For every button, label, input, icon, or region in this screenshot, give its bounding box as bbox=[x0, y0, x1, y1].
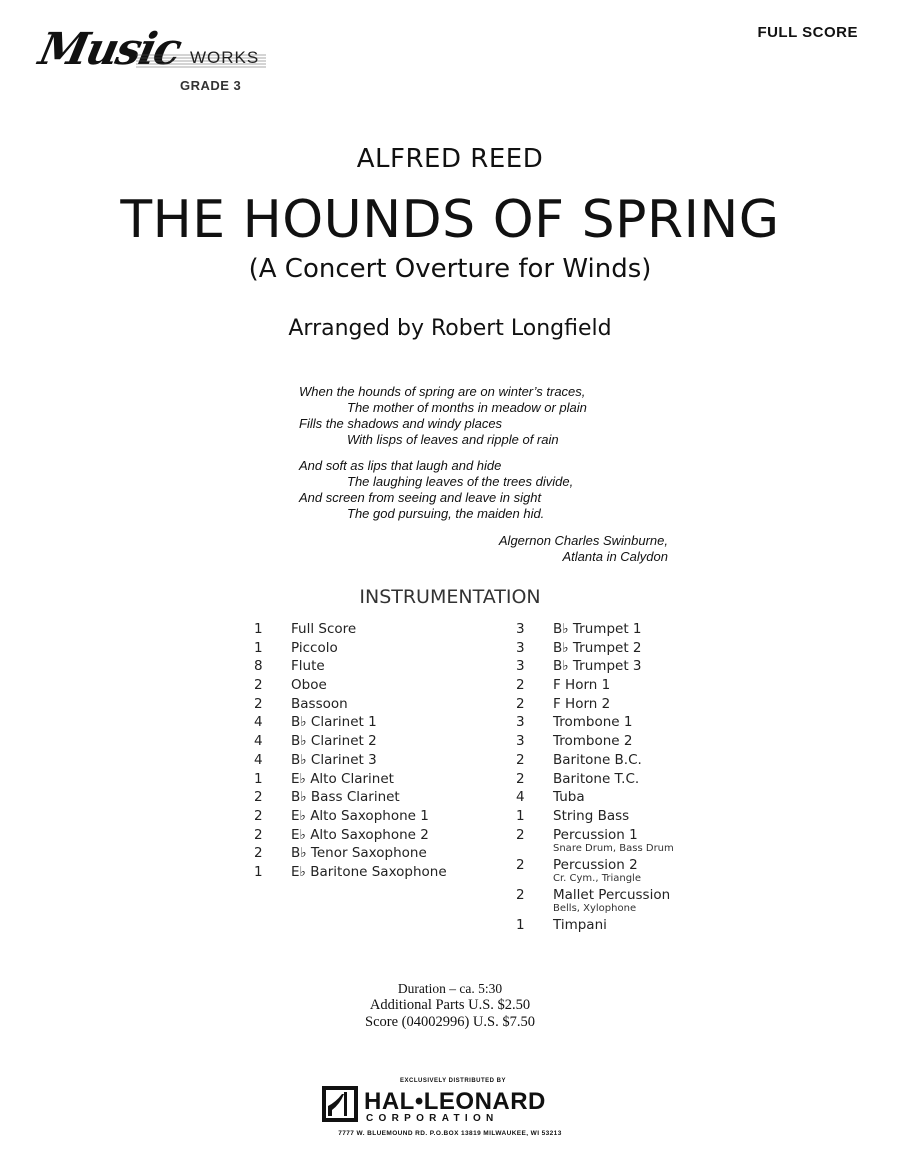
poem-line: When the hounds of spring are on winter’s traces, bbox=[299, 384, 586, 399]
hal-leonard-logo bbox=[322, 1086, 582, 1136]
publisher-corporation: CORPORATION bbox=[366, 1113, 499, 1124]
instrument-row bbox=[516, 789, 776, 808]
instrument-row bbox=[516, 677, 776, 696]
instrument-row bbox=[254, 658, 494, 677]
instrument-name: Percussion 1 bbox=[553, 826, 638, 843]
poem-line: And screen from seeing and leave in sight bbox=[299, 490, 542, 505]
epigraph-poem bbox=[299, 384, 719, 532]
instrument-name: Percussion 2 bbox=[553, 856, 638, 873]
instrument-quantity: 1 bbox=[516, 916, 525, 933]
instrument-quantity: 2 bbox=[254, 789, 263, 806]
instrument-row bbox=[516, 917, 776, 936]
instrument-row bbox=[254, 864, 494, 883]
instrument-quantity: 2 bbox=[516, 886, 525, 903]
instrument-name-cell bbox=[291, 845, 494, 864]
instrument-name: E♭ Alto Saxophone 1 bbox=[291, 807, 429, 824]
poem-line: The mother of months in meadow or plain bbox=[347, 400, 587, 415]
poem-attribution bbox=[480, 533, 668, 565]
poem-line: And soft as lips that laugh and hide bbox=[299, 458, 502, 473]
instrument-quantity: 2 bbox=[516, 751, 525, 768]
instrument-name-cell bbox=[291, 640, 494, 659]
instrument-row bbox=[516, 733, 776, 752]
instrument-quantity: 1 bbox=[254, 770, 263, 787]
attribution-author: Algernon Charles Swinburne, bbox=[498, 533, 668, 548]
instrument-name-cell bbox=[553, 887, 776, 917]
instrument-row bbox=[516, 621, 776, 640]
instrument-quantity: 3 bbox=[516, 714, 525, 731]
instrument-quantity: 3 bbox=[516, 733, 525, 750]
instrument-note: Bells, Xylophone bbox=[553, 902, 637, 914]
instrument-name-cell bbox=[553, 621, 776, 640]
poem-line: The laughing leaves of the trees divide, bbox=[347, 474, 574, 489]
instrument-quantity: 4 bbox=[516, 789, 525, 806]
instrument-name: Mallet Percussion bbox=[553, 886, 671, 903]
instrument-name: B♭ Clarinet 1 bbox=[291, 714, 377, 731]
instrument-quantity: 1 bbox=[254, 863, 263, 880]
instrument-quantity: 2 bbox=[254, 677, 263, 694]
instrument-row bbox=[516, 827, 776, 857]
instrument-row bbox=[254, 827, 494, 846]
instrument-name: Piccolo bbox=[291, 639, 338, 656]
instrument-quantity: 2 bbox=[254, 845, 263, 862]
instrument-row bbox=[254, 621, 494, 640]
instrument-quantity: 2 bbox=[516, 826, 525, 843]
instrument-row bbox=[516, 658, 776, 677]
instrument-name: Bassoon bbox=[291, 695, 348, 712]
score-type-label: FULL SCORE bbox=[757, 24, 858, 41]
instrument-name-cell bbox=[553, 789, 776, 808]
additional-parts-price: Additional Parts U.S. $2.50 bbox=[369, 997, 531, 1013]
instrument-name-cell bbox=[291, 621, 494, 640]
instrument-quantity: 2 bbox=[516, 856, 525, 873]
instrument-name: B♭ Trumpet 2 bbox=[553, 639, 642, 656]
attribution-work: Atlanta in Calydon bbox=[562, 549, 668, 564]
instrument-name: Flute bbox=[291, 658, 325, 675]
instrument-quantity: 2 bbox=[254, 807, 263, 824]
instrument-name-cell bbox=[291, 677, 494, 696]
instrument-name-cell bbox=[291, 696, 494, 715]
arranger-credit: Arranged by Robert Longfield bbox=[288, 316, 612, 341]
musicworks-logo bbox=[34, 24, 280, 104]
publisher-address: 7777 W. BLUEMOUND RD. P.O.BOX 13819 MILWAUKEE, WI 53213 bbox=[338, 1130, 562, 1137]
instrument-quantity: 3 bbox=[516, 639, 525, 656]
pricing-info bbox=[0, 980, 900, 1031]
instrument-name-cell bbox=[291, 789, 494, 808]
instrument-quantity: 4 bbox=[254, 714, 263, 731]
logo-works-text: WORKS bbox=[190, 48, 260, 67]
instrument-row bbox=[254, 733, 494, 752]
instrument-name: B♭ Bass Clarinet bbox=[291, 789, 400, 806]
instrument-name: E♭ Baritone Saxophone bbox=[291, 863, 447, 880]
instrument-row bbox=[254, 845, 494, 864]
instrument-name-cell bbox=[291, 714, 494, 733]
instrument-name: B♭ Tenor Saxophone bbox=[291, 845, 427, 862]
poem-line: Fills the shadows and windy places bbox=[299, 416, 503, 431]
piece-title: THE HOUNDS OF SPRING bbox=[120, 190, 780, 250]
instrument-row bbox=[516, 771, 776, 790]
instrument-name-cell bbox=[291, 771, 494, 790]
instrument-name-cell bbox=[553, 827, 776, 857]
instrument-row bbox=[516, 752, 776, 771]
instrument-name: Baritone B.C. bbox=[553, 751, 642, 768]
distributed-by-label: EXCLUSIVELY DISTRIBUTED BY bbox=[400, 1078, 507, 1084]
instrument-quantity: 2 bbox=[254, 695, 263, 712]
instrument-row bbox=[516, 640, 776, 659]
instrument-name-cell bbox=[553, 640, 776, 659]
instrument-name-cell bbox=[553, 696, 776, 715]
instrument-note: Cr. Cym., Triangle bbox=[553, 872, 641, 884]
instrument-row bbox=[254, 677, 494, 696]
instrument-row bbox=[516, 808, 776, 827]
instrument-row bbox=[516, 857, 776, 887]
instrument-name-cell bbox=[291, 808, 494, 827]
instrument-name: E♭ Alto Clarinet bbox=[291, 770, 394, 787]
instrument-name-cell bbox=[553, 752, 776, 771]
instrument-name-cell bbox=[553, 733, 776, 752]
instrument-row bbox=[516, 714, 776, 733]
instrument-quantity: 2 bbox=[516, 695, 525, 712]
instrument-quantity: 1 bbox=[254, 639, 263, 656]
instrument-name-cell bbox=[553, 808, 776, 827]
instrument-quantity: 2 bbox=[254, 826, 263, 843]
instrument-name-cell bbox=[553, 677, 776, 696]
poem-line: The god pursuing, the maiden hid. bbox=[347, 506, 545, 521]
publisher-name: HAL•LEONARD bbox=[364, 1088, 546, 1115]
instrument-name: B♭ Clarinet 3 bbox=[291, 751, 377, 768]
instrument-name: String Bass bbox=[553, 807, 630, 824]
instrumentation-list-left bbox=[254, 621, 494, 883]
instrument-name: Trombone 1 bbox=[553, 714, 633, 731]
instrument-quantity: 3 bbox=[516, 621, 525, 637]
instrumentation-list-right bbox=[516, 621, 776, 935]
poem-stanza-1 bbox=[299, 384, 719, 448]
instrument-name: Oboe bbox=[291, 677, 327, 694]
instrument-quantity: 4 bbox=[254, 751, 263, 768]
instrument-row bbox=[254, 640, 494, 659]
instrument-name: B♭ Clarinet 2 bbox=[291, 733, 377, 750]
instrument-name: B♭ Trumpet 3 bbox=[553, 658, 642, 675]
instrument-name-cell bbox=[291, 752, 494, 771]
instrument-row bbox=[254, 696, 494, 715]
instrument-name-cell bbox=[553, 917, 776, 936]
instrument-quantity: 3 bbox=[516, 658, 525, 675]
instrument-name: Baritone T.C. bbox=[553, 770, 640, 787]
composer-name: ALFRED REED bbox=[356, 144, 544, 174]
instrument-row bbox=[516, 887, 776, 917]
instrument-row bbox=[254, 714, 494, 733]
instrument-name: B♭ Trumpet 1 bbox=[553, 621, 642, 637]
piece-subtitle: (A Concert Overture for Winds) bbox=[248, 254, 652, 284]
instrument-name: E♭ Alto Saxophone 2 bbox=[291, 826, 429, 843]
instrument-note: Snare Drum, Bass Drum bbox=[553, 842, 674, 854]
instrument-quantity: 1 bbox=[254, 621, 263, 637]
instrument-quantity: 1 bbox=[516, 807, 525, 824]
instrument-name: Trombone 2 bbox=[553, 733, 633, 750]
instrument-name-cell bbox=[291, 864, 494, 883]
instrument-quantity: 2 bbox=[516, 677, 525, 694]
duration-text: Duration – ca. 5:30 bbox=[397, 981, 503, 996]
instrument-name-cell bbox=[553, 658, 776, 677]
instrument-quantity: 2 bbox=[516, 770, 525, 787]
score-price: Score (04002996) U.S. $7.50 bbox=[365, 1014, 535, 1030]
instrument-name: F Horn 2 bbox=[553, 695, 611, 712]
instrument-name-cell bbox=[553, 714, 776, 733]
instrumentation-heading: INSTRUMENTATION bbox=[359, 586, 541, 608]
hal-leonard-emblem-icon bbox=[322, 1086, 358, 1122]
instrument-quantity: 4 bbox=[254, 733, 263, 750]
logo-script-text: Music bbox=[34, 24, 185, 75]
instrument-row bbox=[254, 752, 494, 771]
instrument-name-cell bbox=[291, 658, 494, 677]
instrument-quantity: 8 bbox=[254, 658, 263, 675]
instrument-name: Full Score bbox=[291, 621, 357, 637]
instrument-name-cell bbox=[291, 733, 494, 752]
instrument-row bbox=[254, 808, 494, 827]
instrument-name-cell bbox=[553, 771, 776, 790]
instrument-name: Timpani bbox=[553, 916, 607, 933]
instrument-name: Tuba bbox=[553, 789, 585, 806]
instrument-name-cell bbox=[553, 857, 776, 887]
instrument-row bbox=[254, 789, 494, 808]
instrument-name: F Horn 1 bbox=[553, 677, 611, 694]
poem-stanza-2 bbox=[299, 458, 719, 522]
instrument-row bbox=[254, 771, 494, 790]
instrument-name-cell bbox=[291, 827, 494, 846]
grade-label: GRADE 3 bbox=[180, 78, 242, 93]
poem-line: With lisps of leaves and ripple of rain bbox=[347, 432, 559, 447]
instrument-row bbox=[516, 696, 776, 715]
